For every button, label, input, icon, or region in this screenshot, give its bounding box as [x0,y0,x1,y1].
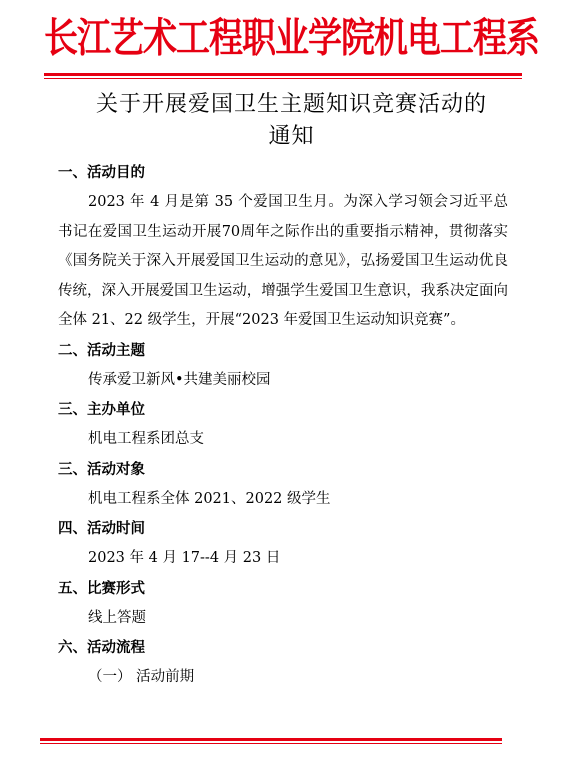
footer-rule-thin [40,743,502,744]
section-body-process-stage: （一） 活动前期 [88,669,195,685]
section-body-theme: 传承爱卫新风•共建美丽校园 [88,371,271,388]
document-title-line-2: 通知 [268,124,315,149]
section-body-participants: 机电工程系全体 2021、2022 级学生 [88,490,331,507]
letterhead-top-rule-thick [44,73,522,76]
section-body-schedule: 2023 年 4 月 17--4 月 23 日 [88,550,281,566]
section-heading-process: 六、活动流程 [58,640,145,656]
document-body [58,158,508,693]
section-heading-format: 五、比赛形式 [58,580,145,597]
section-heading-purpose: 一、活动目的 [58,165,145,181]
document-title-line-1: 关于开展爱国卫生主题知识竞赛活动的 [95,92,487,117]
section-body-format: 线上答题 [88,609,146,626]
section-heading-theme: 二、活动主题 [58,342,145,359]
section-body-organizer: 机电工程系团总支 [88,431,204,447]
letterhead-top-rule-thin [44,78,522,79]
section-heading-schedule: 四、活动时间 [58,521,145,537]
section-paragraph-purpose: 2023 年 4 月是第 35 个爱国卫生月。为深入学习领会习近平总书记在爱国卫生运动开展70周年之际作出的重要指示精神，贯彻落实 《国务院关于深入开展爱国卫生运动的意见》，弘扬爱国卫生运动优良传统，深入开展爱国卫生运动，增强学生爱国卫生意识，我系决定面向全体 21、22 级学生，开展“2023 年爱国卫生运动知识竞赛”。 [58,194,508,328]
section-heading-organizer: 三、主办单位 [58,402,145,418]
footer-rule-thick [40,738,502,741]
section-heading-participants: 三、活动对象 [58,461,145,478]
letterhead-institution-name: 长江艺术工程职业学院机电工程系 [44,15,539,63]
